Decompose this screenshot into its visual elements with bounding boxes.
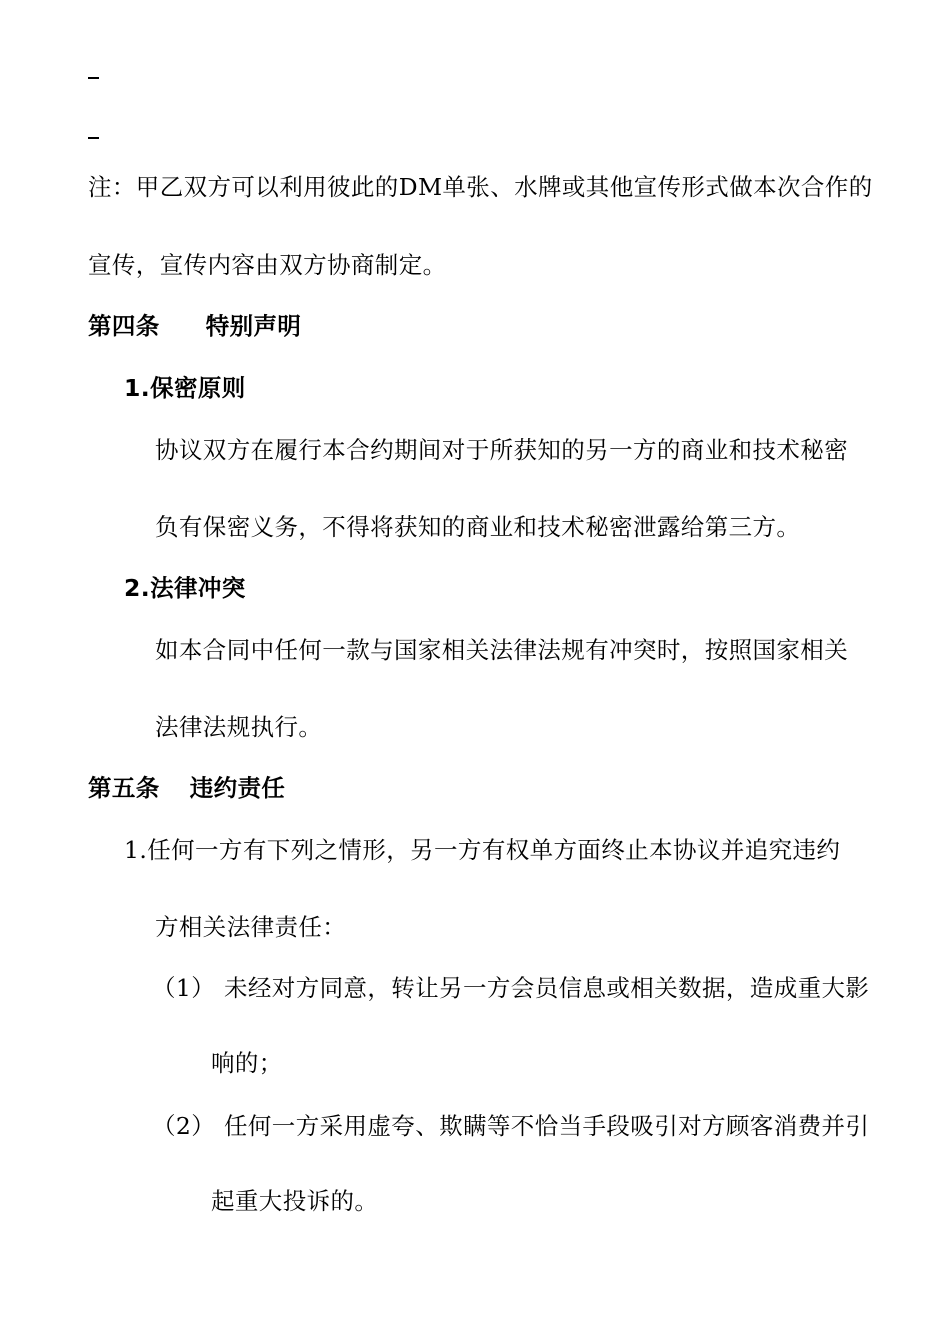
note-line-2: 宣传，宣传内容由双方协商制定。 — [88, 251, 447, 279]
article-5-number: 第五条 — [88, 774, 160, 802]
article-4-item-1-heading: 1.保密原则 — [124, 374, 246, 402]
article-5-item-1-line-2: 方相关法律责任： — [155, 913, 347, 941]
article-5-heading — [88, 773, 285, 803]
article-5-title: 违约责任 — [189, 774, 286, 802]
article-4-heading — [88, 311, 301, 341]
article-5-item-1-line-1: 1.任何一方有下列之情形，另一方有权单方面终止本协议并追究违约 — [124, 836, 841, 864]
dash-mark-2 — [88, 137, 99, 139]
article-4-number: 第四条 — [88, 312, 160, 340]
subitem-2-marker: （2） — [152, 1112, 216, 1140]
subitem-2-line-1: 任何一方采用虚夸、欺瞒等不恰当手段吸引对方顾客消费并引 — [224, 1112, 870, 1140]
article-4-item-2-heading: 2.法律冲突 — [124, 574, 246, 602]
article-4-title: 特别声明 — [205, 312, 302, 340]
article-4-item-2-line-1: 如本合同中任何一款与国家相关法律法规有冲突时，按照国家相关 — [155, 636, 849, 664]
subitem-1-marker: （1） — [152, 974, 216, 1002]
dash-mark-1 — [88, 77, 99, 79]
article-4-item-1-line-2: 负有保密义务，不得将获知的商业和技术秘密泄露给第三方。 — [155, 513, 801, 541]
article-4-item-2-line-2: 法律法规执行。 — [155, 713, 323, 741]
subitem-2-line-2: 起重大投诉的。 — [211, 1187, 379, 1215]
subitem-1-line-2: 响的； — [211, 1049, 283, 1077]
note-line-1: 注：甲乙双方可以利用彼此的DM单张、水牌或其他宣传形式做本次合作的 — [88, 173, 873, 201]
article-4-item-1-line-1: 协议双方在履行本合约期间对于所获知的另一方的商业和技术秘密 — [155, 436, 849, 464]
subitem-1-line-1: 未经对方同意，转让另一方会员信息或相关数据，造成重大影 — [224, 974, 870, 1002]
